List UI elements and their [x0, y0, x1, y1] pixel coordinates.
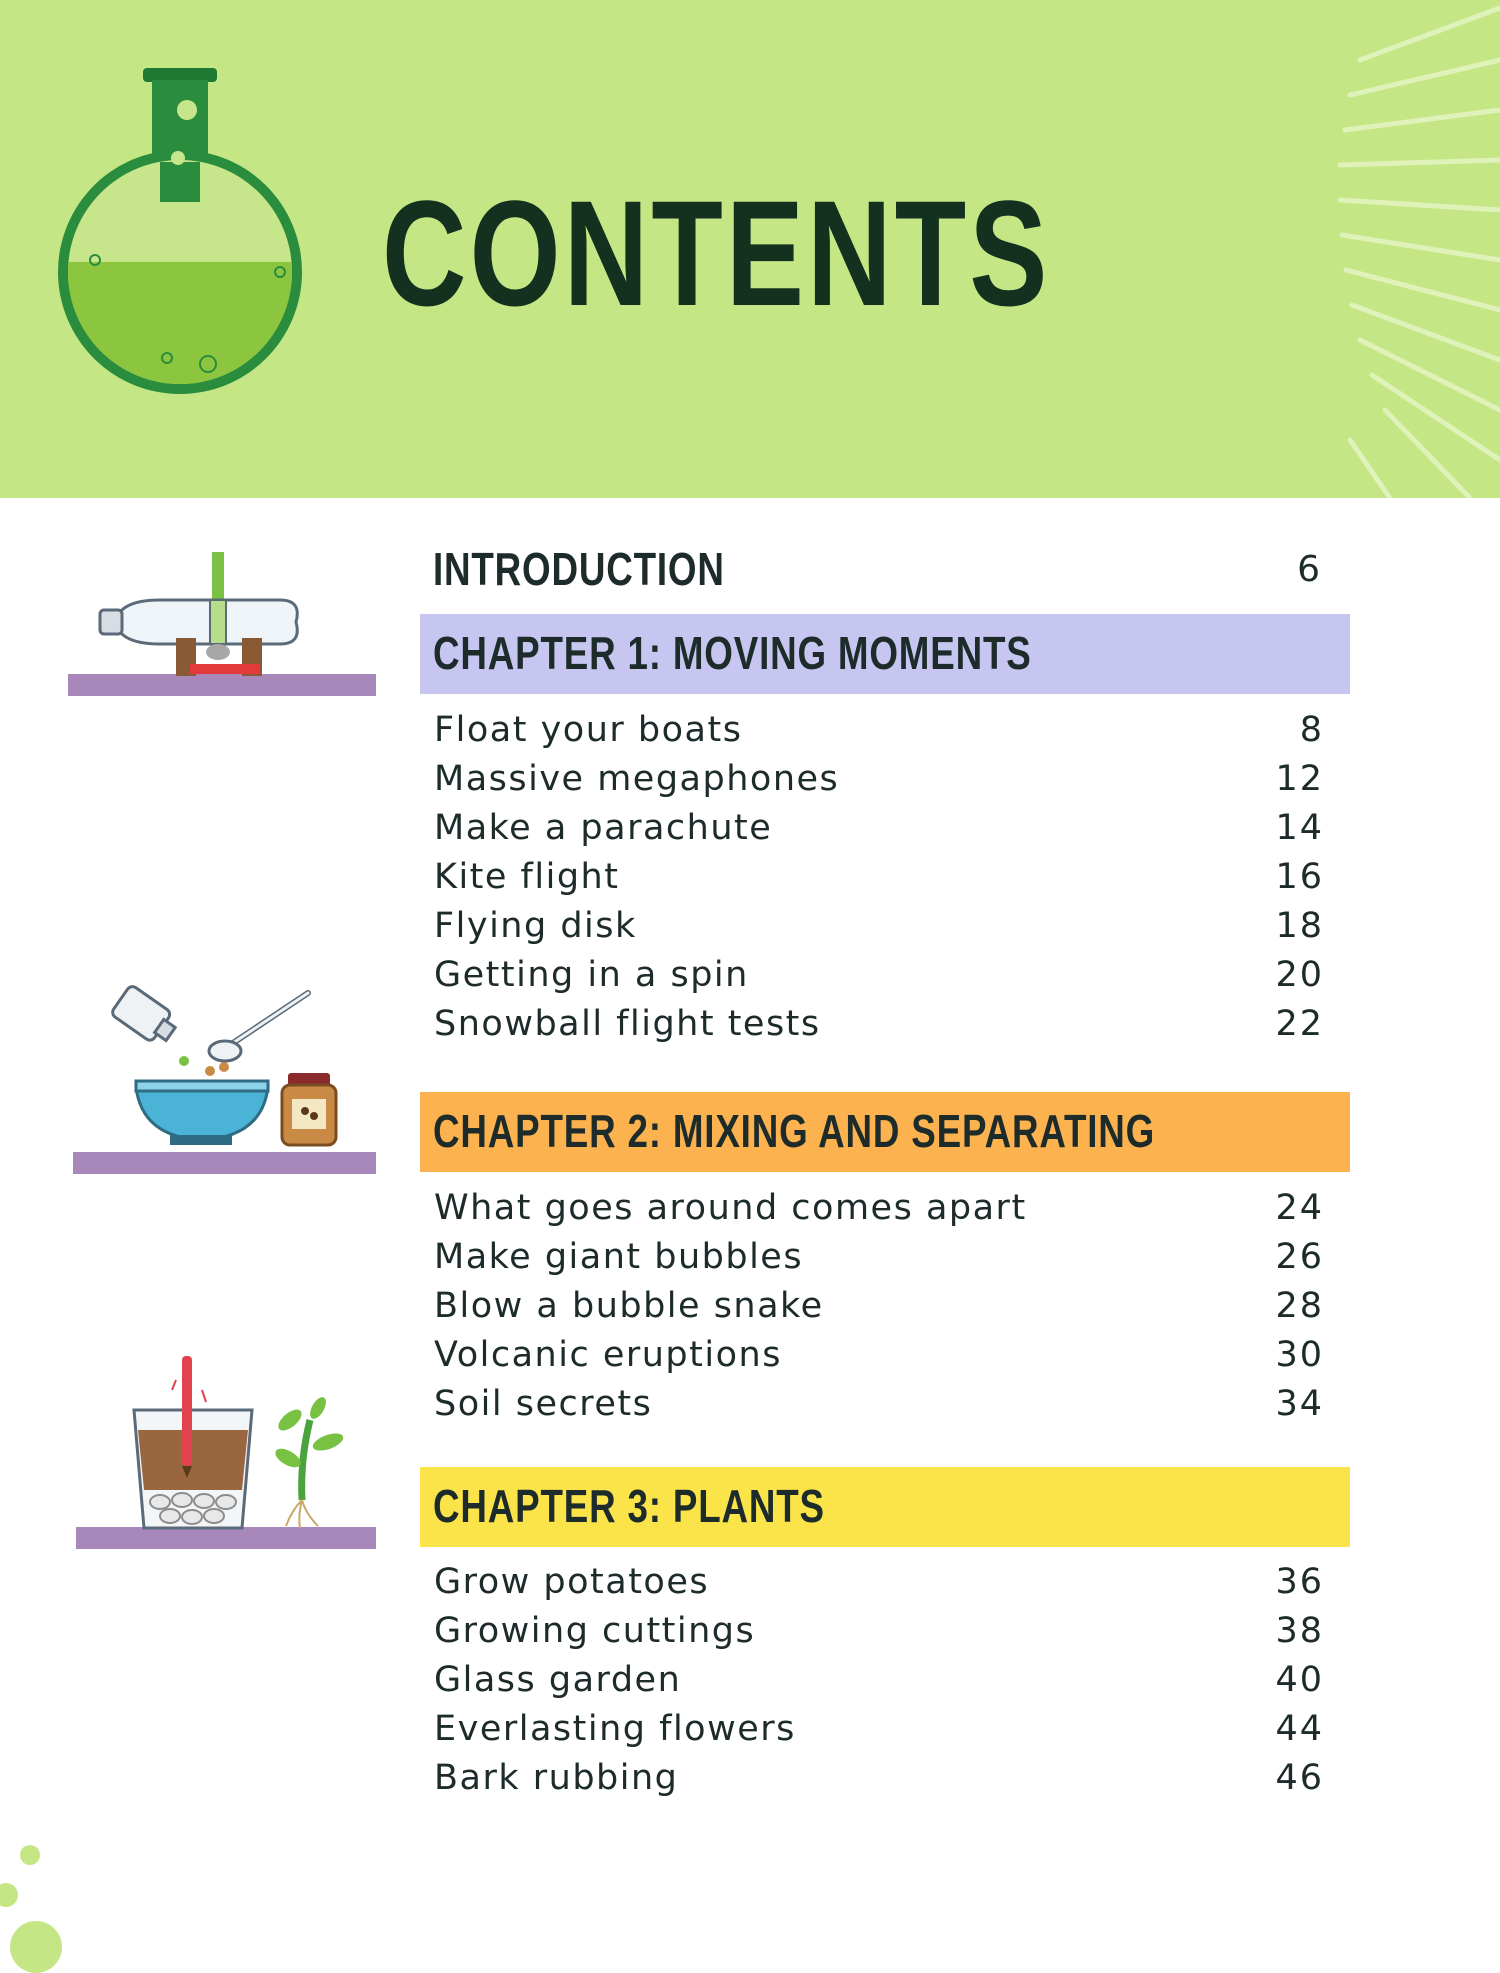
entry-page-number: 34	[1275, 1384, 1324, 1424]
list-item[interactable]	[434, 951, 1324, 1000]
entry-label: Snowball flight tests	[434, 1004, 821, 1044]
chapter-3-heading: CHAPTER 3: PLANTS	[433, 1480, 825, 1532]
list-item[interactable]	[434, 1705, 1324, 1754]
chapter-3-list	[434, 1558, 1324, 1803]
intro-heading: INTRODUCTION	[433, 543, 725, 595]
list-item[interactable]	[434, 902, 1324, 951]
chapter-2-shelf	[73, 1152, 376, 1174]
entry-page-number: 46	[1275, 1758, 1324, 1798]
entry-page-number: 22	[1275, 1004, 1324, 1044]
entry-label: Growing cuttings	[434, 1611, 756, 1651]
entry-label: Blow a bubble snake	[434, 1286, 824, 1326]
sunburst-rays	[1240, 0, 1500, 498]
chapter-1-heading: CHAPTER 1: MOVING MOMENTS	[433, 627, 1032, 679]
entry-page-number: 28	[1275, 1286, 1324, 1326]
mixing-bowl-icon	[100, 975, 360, 1155]
entry-page-number: 8	[1299, 710, 1324, 750]
entry-page-number: 40	[1275, 1660, 1324, 1700]
chapter-1-shelf	[68, 674, 376, 696]
entry-label: Massive megaphones	[434, 759, 840, 799]
entry-label: Everlasting flowers	[434, 1709, 796, 1749]
chapter-2-heading: CHAPTER 2: MIXING AND SEPARATING	[433, 1105, 1156, 1157]
entry-label: Soil secrets	[434, 1384, 653, 1424]
list-item[interactable]	[434, 1754, 1324, 1803]
entry-page-number: 24	[1275, 1188, 1324, 1228]
list-item[interactable]	[434, 755, 1324, 804]
list-item[interactable]	[434, 804, 1324, 853]
entry-label: Glass garden	[434, 1660, 682, 1700]
page-title: CONTENTS	[382, 169, 1051, 337]
entry-label: What goes around comes apart	[434, 1188, 1027, 1228]
entry-label: Kite flight	[434, 857, 620, 897]
list-item[interactable]	[434, 1282, 1324, 1331]
list-item[interactable]	[434, 1233, 1324, 1282]
list-item[interactable]	[434, 1656, 1324, 1705]
entry-label: Make giant bubbles	[434, 1237, 804, 1277]
entry-page-number: 18	[1275, 906, 1324, 946]
entry-label: Float your boats	[434, 710, 743, 750]
entry-label: Getting in a spin	[434, 955, 749, 995]
entry-label: Flying disk	[434, 906, 637, 946]
entry-page-number: 30	[1275, 1335, 1324, 1375]
bottle-rocket-icon	[90, 552, 310, 677]
entry-page-number: 26	[1275, 1237, 1324, 1277]
entry-page-number: 38	[1275, 1611, 1324, 1651]
entry-page-number: 20	[1275, 955, 1324, 995]
entry-label: Make a parachute	[434, 808, 773, 848]
list-item[interactable]	[434, 1331, 1324, 1380]
entry-page-number: 14	[1275, 808, 1324, 848]
decorative-bubbles	[0, 1835, 70, 1973]
list-item[interactable]	[434, 706, 1324, 755]
entry-label: Bark rubbing	[434, 1758, 679, 1798]
list-item[interactable]	[434, 1607, 1324, 1656]
plant-pot-icon	[120, 1350, 360, 1530]
flask-icon	[55, 62, 315, 402]
chapter-2-list	[434, 1184, 1324, 1429]
entry-label: Volcanic eruptions	[434, 1335, 782, 1375]
entry-page-number: 12	[1275, 759, 1324, 799]
header-banner	[0, 0, 1500, 498]
entry-page-number: 16	[1275, 857, 1324, 897]
entry-label: Grow potatoes	[434, 1562, 710, 1602]
intro-page-number: 6	[1297, 549, 1320, 590]
entry-page-number: 44	[1275, 1709, 1324, 1749]
entry-page-number: 36	[1275, 1562, 1324, 1602]
list-item[interactable]	[434, 1558, 1324, 1607]
list-item[interactable]	[434, 853, 1324, 902]
list-item[interactable]	[434, 1184, 1324, 1233]
chapter-1-list	[434, 706, 1324, 1049]
chapter-3-shelf	[76, 1527, 376, 1549]
list-item[interactable]	[434, 1380, 1324, 1429]
list-item[interactable]	[434, 1000, 1324, 1049]
